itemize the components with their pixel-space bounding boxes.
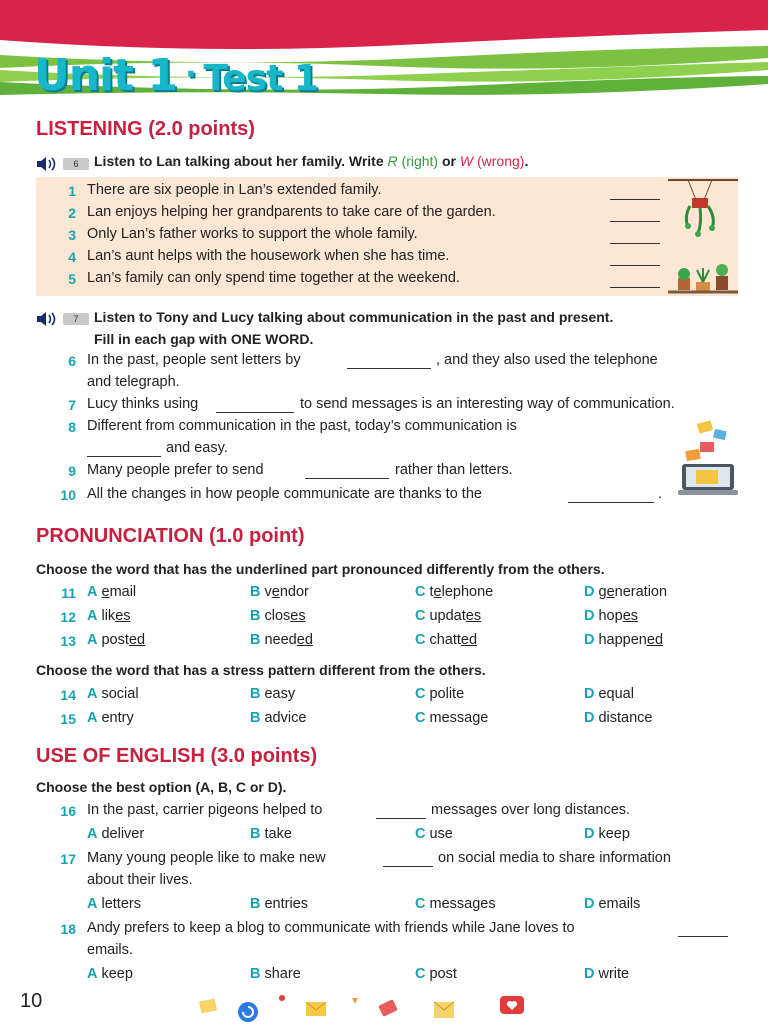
option-d[interactable]: D happened [584, 632, 664, 648]
option-d[interactable]: D emails [584, 896, 641, 912]
question-number: 13 [60, 633, 76, 649]
question-text: Many people prefer to send [87, 462, 264, 478]
option-a[interactable]: A social [87, 686, 139, 702]
pronunciation-instruction-1: Choose the word that has the underlined part pronounced differently from the others. [36, 561, 605, 577]
option-a[interactable]: A deliver [87, 826, 145, 842]
page-number: 10 [20, 990, 43, 1012]
gap-blank[interactable] [216, 412, 294, 413]
option-b[interactable]: B easy [250, 686, 296, 702]
question-number: 5 [68, 271, 76, 287]
option-a[interactable]: A likes [87, 608, 131, 624]
listening-instruction-1: Listen to Lan talking about her family. Write R (right) or W (wrong). [94, 153, 529, 169]
footer-decorations [196, 994, 536, 1024]
option-c[interactable]: C message [415, 710, 489, 726]
option-a[interactable]: A email [87, 584, 137, 600]
question-text: Andy prefers to keep a blog to communicate with friends while Jane loves to [87, 920, 575, 936]
gap-blank[interactable] [347, 368, 431, 369]
option-c[interactable]: C telephone [415, 584, 494, 600]
answer-blank[interactable] [610, 221, 660, 222]
question-number: 12 [60, 609, 76, 625]
speaker-icon[interactable] [36, 156, 58, 172]
option-b[interactable]: B take [250, 826, 292, 842]
option-b[interactable]: B advice [250, 710, 307, 726]
question-text: Lucy thinks using [87, 396, 199, 412]
speaker-icon[interactable] [36, 311, 58, 327]
track-badge: 7 [63, 313, 89, 325]
option-c[interactable]: C polite [415, 686, 465, 702]
question-number: 1 [68, 183, 76, 199]
question-text: Many young people like to make new [87, 850, 326, 866]
question-number: 3 [68, 227, 76, 243]
gap-blank[interactable] [305, 478, 389, 479]
option-a[interactable]: A keep [87, 966, 133, 982]
answer-blank[interactable] [610, 265, 660, 266]
option-b[interactable]: B entries [250, 896, 309, 912]
track-badge: 6 [63, 158, 89, 170]
gap-blank[interactable] [87, 456, 161, 457]
option-b[interactable]: B needed [250, 632, 313, 648]
question-number: 16 [60, 803, 76, 819]
heart-icon [500, 996, 524, 1014]
use-of-english-heading: USE OF ENGLISH (3.0 points) [36, 745, 318, 767]
hanging-plants-icon [668, 176, 738, 298]
option-b[interactable]: B share [250, 966, 301, 982]
laptop-messages-icon [676, 420, 740, 498]
question-text: on social media to share information [438, 850, 671, 866]
answer-blank[interactable] [610, 287, 660, 288]
option-b[interactable]: B vendor [250, 584, 309, 600]
question-text: All the changes in how people communicate are thanks to the [87, 486, 482, 502]
gap-blank[interactable] [568, 502, 654, 503]
listening-instruction-2: Listen to Tony and Lucy talking about communication in the past and present. [94, 309, 614, 325]
question-number: 15 [60, 711, 76, 727]
question-number: 8 [68, 419, 76, 435]
answer-blank[interactable] [610, 199, 660, 200]
option-c[interactable]: C messages [415, 896, 496, 912]
statement-text: There are six people in Lan’s extended family. [87, 182, 382, 198]
question-text: In the past, carrier pigeons helped to [87, 802, 323, 818]
statement-text: Lan’s family can only spend time together at the weekend. [87, 270, 460, 286]
gap-blank[interactable] [678, 936, 728, 937]
envelope-icon [434, 1002, 454, 1018]
envelope-icon [306, 1002, 326, 1016]
potted-plants-icon [668, 264, 738, 292]
question-number: 14 [60, 687, 76, 703]
option-c[interactable]: C use [415, 826, 453, 842]
envelope-icon [378, 999, 398, 1017]
page-title: Unit 1 · Test 1 [34, 50, 318, 101]
option-c[interactable]: C updates [415, 608, 482, 624]
option-a[interactable]: A letters [87, 896, 141, 912]
question-text: and easy. [166, 440, 228, 456]
listening-instruction-2b: Fill in each gap with ONE WORD. [94, 331, 314, 347]
option-c[interactable]: C chatted [415, 632, 478, 648]
statement-text: Only Lan’s father works to support the whole family. [87, 226, 418, 242]
question-text: and telegraph. [87, 374, 180, 390]
question-text: emails. [87, 942, 133, 958]
option-d[interactable]: D equal [584, 686, 634, 702]
option-a[interactable]: A entry [87, 710, 134, 726]
question-text: about their lives. [87, 872, 193, 888]
pronunciation-instruction-2: Choose the word that has a stress pattern different from the others. [36, 662, 486, 678]
question-number: 18 [60, 921, 76, 937]
question-number: 7 [68, 397, 76, 413]
question-text: , and they also used the telephone [436, 352, 658, 368]
option-d[interactable]: D hopes [584, 608, 639, 624]
question-number: 10 [60, 487, 76, 503]
question-number: 11 [61, 585, 76, 601]
question-text: In the past, people sent letters by [87, 352, 301, 368]
question-text: messages over long distances. [431, 802, 631, 818]
gap-blank[interactable] [376, 818, 426, 819]
listening-heading: LISTENING (2.0 points) [36, 118, 255, 140]
question-text: . [658, 486, 663, 502]
question-number: 2 [68, 205, 76, 221]
option-a[interactable]: A posted [87, 632, 146, 648]
option-d[interactable]: D keep [584, 826, 630, 842]
question-text: rather than letters. [395, 462, 513, 478]
question-number: 9 [68, 463, 76, 479]
option-d[interactable]: D distance [584, 710, 653, 726]
statement-text: Lan’s aunt helps with the housework when she has time. [87, 248, 450, 264]
option-d[interactable]: D write [584, 966, 630, 982]
question-text: Different from communication in the past, today’s communication is [87, 418, 517, 434]
statement-text: Lan enjoys helping her grandparents to take care of the garden. [87, 204, 496, 220]
question-number: 6 [68, 353, 76, 369]
question-number: 17 [60, 851, 76, 867]
option-d[interactable]: D generation [584, 584, 668, 600]
use-of-english-instruction: Choose the best option (A, B, C or D). [36, 779, 287, 795]
pronunciation-heading: PRONUNCIATION (1.0 point) [36, 525, 305, 547]
answer-blank[interactable] [610, 243, 660, 244]
envelope-icon [199, 998, 217, 1013]
gap-blank[interactable] [383, 866, 433, 867]
option-b[interactable]: B closes [250, 608, 306, 624]
question-text: to send messages is an interesting way of communication. [300, 396, 675, 412]
question-number: 4 [68, 249, 76, 265]
option-c[interactable]: C post [415, 966, 457, 982]
